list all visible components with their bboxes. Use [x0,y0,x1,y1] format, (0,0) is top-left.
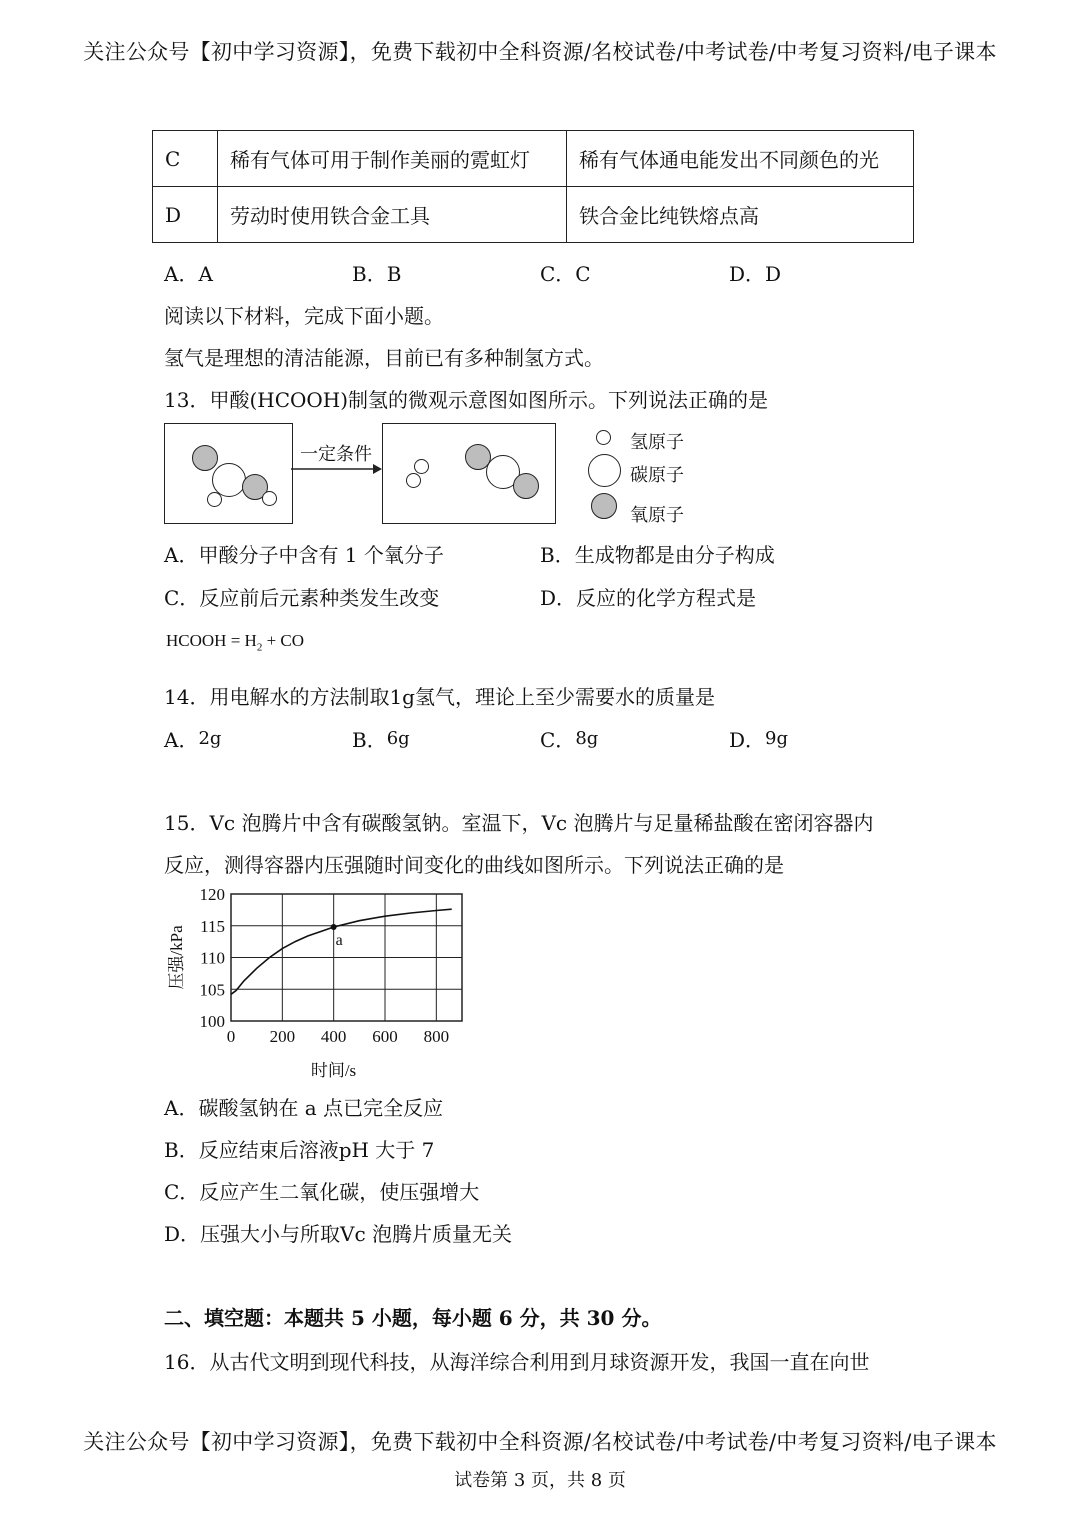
q12-option-a: A．A [164,262,213,286]
table-cell-practice: 劳动时使用铁合金工具 [218,187,567,243]
q14-option-b: B．6g [352,728,410,752]
legend-carbon-icon [588,454,621,487]
hydrogen-atom [414,459,429,474]
q14-stem: 14．用电解水的方法制取1g氢气，理论上至少需要水的质量是 [164,685,715,709]
section-title: 二、填空题：本题共 5 小题，每小题 6 分，共 30 分。 [164,1306,662,1330]
q12-option-b: B．B [352,262,402,286]
oxygen-atom [192,445,218,471]
table-cell-letter: C [153,131,218,187]
table-cell-knowledge: 铁合金比纯铁熔点高 [567,187,914,243]
x-tick-label: 400 [320,1027,347,1046]
legend-oxygen-icon [591,493,617,519]
arrow-icon [291,463,383,475]
x-axis-label: 时间/s [310,1061,357,1080]
q13-option-b: B．生成物都是由分子构成 [540,543,775,567]
q12-table [152,130,914,243]
q14-option-c: C．8g [540,728,599,752]
table-row [153,187,914,243]
q14-option-a: A．2g [164,728,222,752]
q15-stem-line1: 15．Vc 泡腾片中含有碳酸氢钠。室温下，Vc 泡腾片与足量稀盐酸在密闭容器内 [164,811,874,835]
point-a-label: a [335,932,343,950]
pressure-curve [231,909,452,994]
reading-material: 氢气是理想的清洁能源，目前已有多种制氢方式。 [164,346,604,370]
table-cell-practice: 稀有气体可用于制作美丽的霓虹灯 [218,131,567,187]
q16-stem: 16．从古代文明到现代科技，从海洋综合利用到月球资源开发，我国一直在向世 [164,1350,870,1374]
q12-option-c: C．C [540,262,591,286]
q12-option-d: D．D [729,262,782,286]
table-cell-knowledge: 稀有气体通电能发出不同颜色的光 [567,131,914,187]
reading-intro: 阅读以下材料，完成下面小题。 [164,304,444,328]
pressure-time-chart [150,878,480,1088]
legend-hydrogen-icon [596,430,611,445]
q15-option-b: B．反应结束后溶液pH 大于 7 [164,1138,435,1162]
oxygen-atom [513,473,539,499]
chemical-equation: HCOOH = $H_2$ + CO [166,631,305,654]
y-tick-label: 105 [199,980,225,1000]
arrow-label: 一定条件 [300,444,372,465]
table-row [153,131,914,187]
hydrogen-atom [207,492,222,507]
y-tick-label: 100 [199,1012,225,1031]
point-a-marker [331,924,337,930]
y-tick-label: 110 [200,948,225,968]
q15-option-a: A．碳酸氢钠在 a 点已完全反应 [164,1096,444,1120]
y-tick-label: 115 [200,916,225,936]
product-box [382,423,556,524]
legend-hydrogen-label: 氢原子 [630,432,684,453]
hydrogen-atom [406,473,421,488]
page-number: 试卷第 3 页，共 8 页 [454,1470,626,1491]
header-banner: 关注公众号【初中学习资源】，免费下载初中全科资源/名校试卷/中考试卷/中考复习资料/电子课本 [83,40,997,64]
q13-option-c: C．反应前后元素种类发生改变 [164,586,440,610]
legend-oxygen-label: 氧原子 [630,505,684,526]
legend-carbon-label: 碳原子 [630,465,684,486]
x-tick-label: 0 [226,1027,236,1046]
q13-option-a: A．甲酸分子中含有 1 个氧分子 [164,543,444,567]
reactant-box [164,423,293,524]
footer-banner: 关注公众号【初中学习资源】，免费下载初中全科资源/名校试卷/中考试卷/中考复习资料/电子课本 [83,1430,997,1454]
x-tick-label: 600 [372,1027,398,1046]
q15-option-d: D．压强大小与所取Vc 泡腾片质量无关 [164,1222,513,1246]
q13-stem: 13．甲酸(HCOOH)制氢的微观示意图如图所示。下列说法正确的是 [164,388,769,412]
y-axis-label: 压强/kPa [167,925,186,990]
x-tick-label: 200 [269,1027,296,1046]
q13-option-d: D．反应的化学方程式是 [540,586,757,610]
table-cell-letter: D [153,187,218,243]
q15-stem-line2: 反应，测得容器内压强随时间变化的曲线如图所示。下列说法正确的是 [164,853,784,877]
x-tick-label: 800 [423,1027,450,1046]
q15-option-c: C．反应产生二氧化碳，使压强增大 [164,1180,480,1204]
hydrogen-atom [262,491,277,506]
q14-option-d: D．9g [729,728,789,752]
y-tick-label: 120 [199,885,225,904]
